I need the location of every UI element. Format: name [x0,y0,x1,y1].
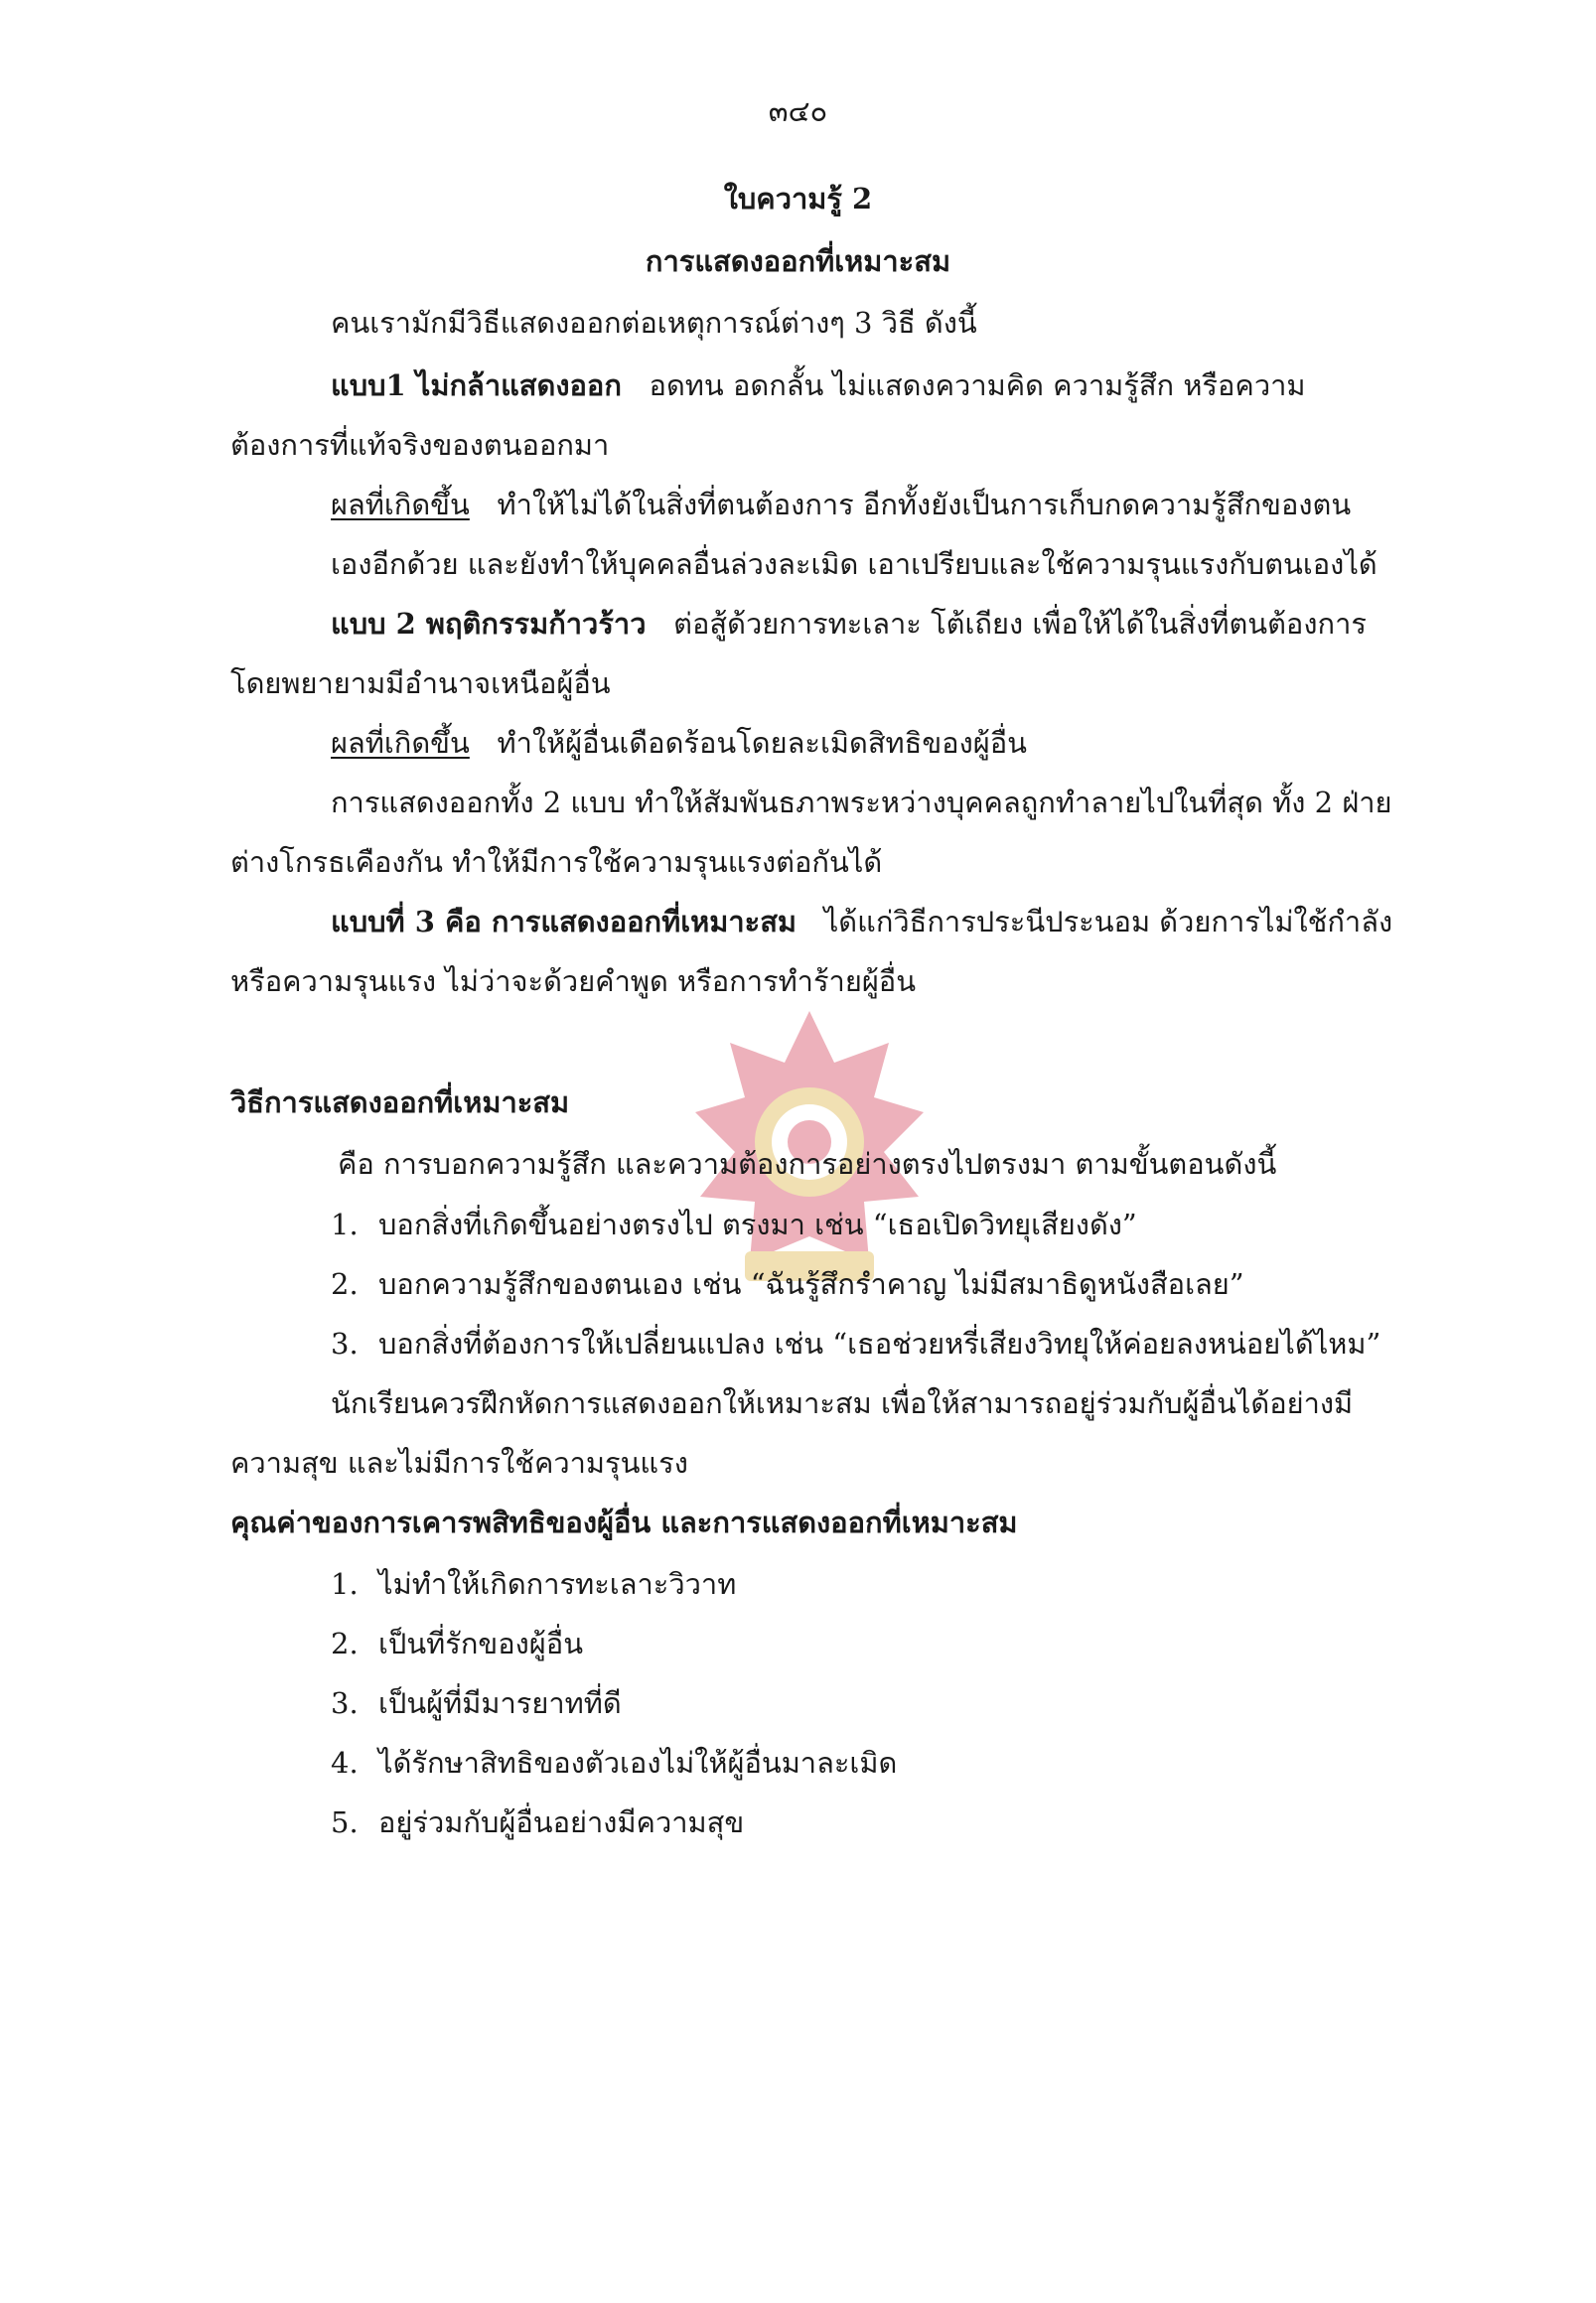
type1-result-a: ทำให้ไม่ได้ในสิ่งที่ตนต้องการ อีกทั้งยังเป็นการเก็บกดความรู้สึกของตน [497,488,1352,521]
type3-text-a: ได้แก่วิธีการประนีประนอม ด้วยการไม่ใช้กำลัง [823,905,1393,938]
type1-label: แบบ1 ไม่กล้าแสดงออก [331,368,622,402]
intro-paragraph: คนเรามักมีวิธีแสดงออกต่อเหตุการณ์ต่างๆ 3 วิธี ดังนี้ [331,306,977,340]
both-line-a: การแสดงออกทั้ง 2 แบบ ทำให้สัมพันธภาพระหว่างบุคคลถูกทำลายไปในที่สุด ทั้ง 2 ฝ่าย [331,786,1392,819]
type2-result-line [331,723,1027,763]
values-item-2: 2. เป็นที่รักของผู้อื่น [331,1627,584,1660]
type1-line-1 [331,365,1306,405]
method-step-2: 2. บอกความรู้สึกของตนเอง เช่น “ฉันรู้สึกรำคาญ ไม่มีสมาธิดูหนังสือเลย” [331,1267,1244,1301]
values-item-4: 4. ได้รักษาสิทธิของตัวเองไม่ให้ผู้อื่นมาละเมิด [331,1746,898,1780]
type2-result-label: ผลที่เกิดขึ้น [331,726,470,760]
values-item-5: 5. อยู่ร่วมกับผู้อื่นอย่างมีความสุข [331,1805,745,1839]
values-item-1: 1. ไม่ทำให้เกิดการทะเลาะวิวาท [331,1567,737,1601]
type1-result-label: ผลที่เกิดขึ้น [331,488,470,521]
document-title: ใบความรู้ 2 [723,182,873,216]
type2-text-b: โดยพยายามมีอำนาจเหนือผู้อื่น [230,666,611,700]
type1-text-a: อดทน อดกลั้น ไม่แสดงความคิด ความรู้สึก หรือความ [649,368,1306,402]
method-heading: วิธีการแสดงออกที่เหมาะสม [230,1085,570,1119]
type2-label: แบบ 2 พฤติกรรมก้าวร้าว [331,607,647,641]
type2-text-a: ต่อสู้ด้วยการทะเลาะ โต้เถียง เพื่อให้ได้ในสิ่งที่ตนต้องการ [673,607,1367,641]
method-intro: คือ การบอกความรู้สึก และความต้องการอย่างตรงไปตรงมา ตามขั้นตอนดังนี้ [338,1147,1277,1181]
type3-line-1 [331,902,1392,941]
type1-result-line-1 [331,485,1351,524]
type3-text-b: หรือความรุนแรง ไม่ว่าจะด้วยคำพูด หรือการทำร้ายผู้อื่น [230,964,917,998]
page-number: ๓๔๐ [768,94,828,128]
type3-label: แบบที่ 3 คือ การแสดงออกที่เหมาะสม [331,905,798,938]
both-line-b: ต่างโกรธเคืองกัน ทำให้มีการใช้ความรุนแรงต่อกันได้ [230,845,883,879]
method-step-3: 3. บอกสิ่งที่ต้องการให้เปลี่ยนแปลง เช่น “เธอช่วยหรี่เสียงวิทยุให้ค่อยลงหน่อยได้ไหม” [331,1327,1381,1361]
type2-result-a: ทำให้ผู้อื่นเดือดร้อนโดยละเมิดสิทธิของผู้อื่น [497,726,1027,760]
type1-text-b: ต้องการที่แท้จริงของตนออกมา [230,428,610,462]
type1-result-b: เองอีกด้วย และยังทำให้บุคคลอื่นล่วงละเมิด เอาเปรียบและใช้ความรุนแรงกับตนเองได้ [331,547,1378,581]
values-item-3: 3. เป็นผู้ที่มีมารยาทที่ดี [331,1686,622,1720]
method-closing-a: นักเรียนควรฝึกหัดการแสดงออกให้เหมาะสม เพื่อให้สามารถอยู่ร่วมกับผู้อื่นได้อย่างมี [331,1386,1354,1420]
values-heading: คุณค่าของการเคารพสิทธิของผู้อื่น และการแสดงออกที่เหมาะสม [230,1506,1018,1539]
type2-line-1 [331,604,1367,644]
document-subtitle: การแสดงออกที่เหมาะสม [645,244,951,278]
method-step-1: 1. บอกสิ่งที่เกิดขึ้นอย่างตรงไป ตรงมา เช่น “เธอเปิดวิทยุเสียงดัง” [331,1208,1137,1241]
method-closing-b: ความสุข และไม่มีการใช้ความรุนแรง [230,1446,688,1480]
